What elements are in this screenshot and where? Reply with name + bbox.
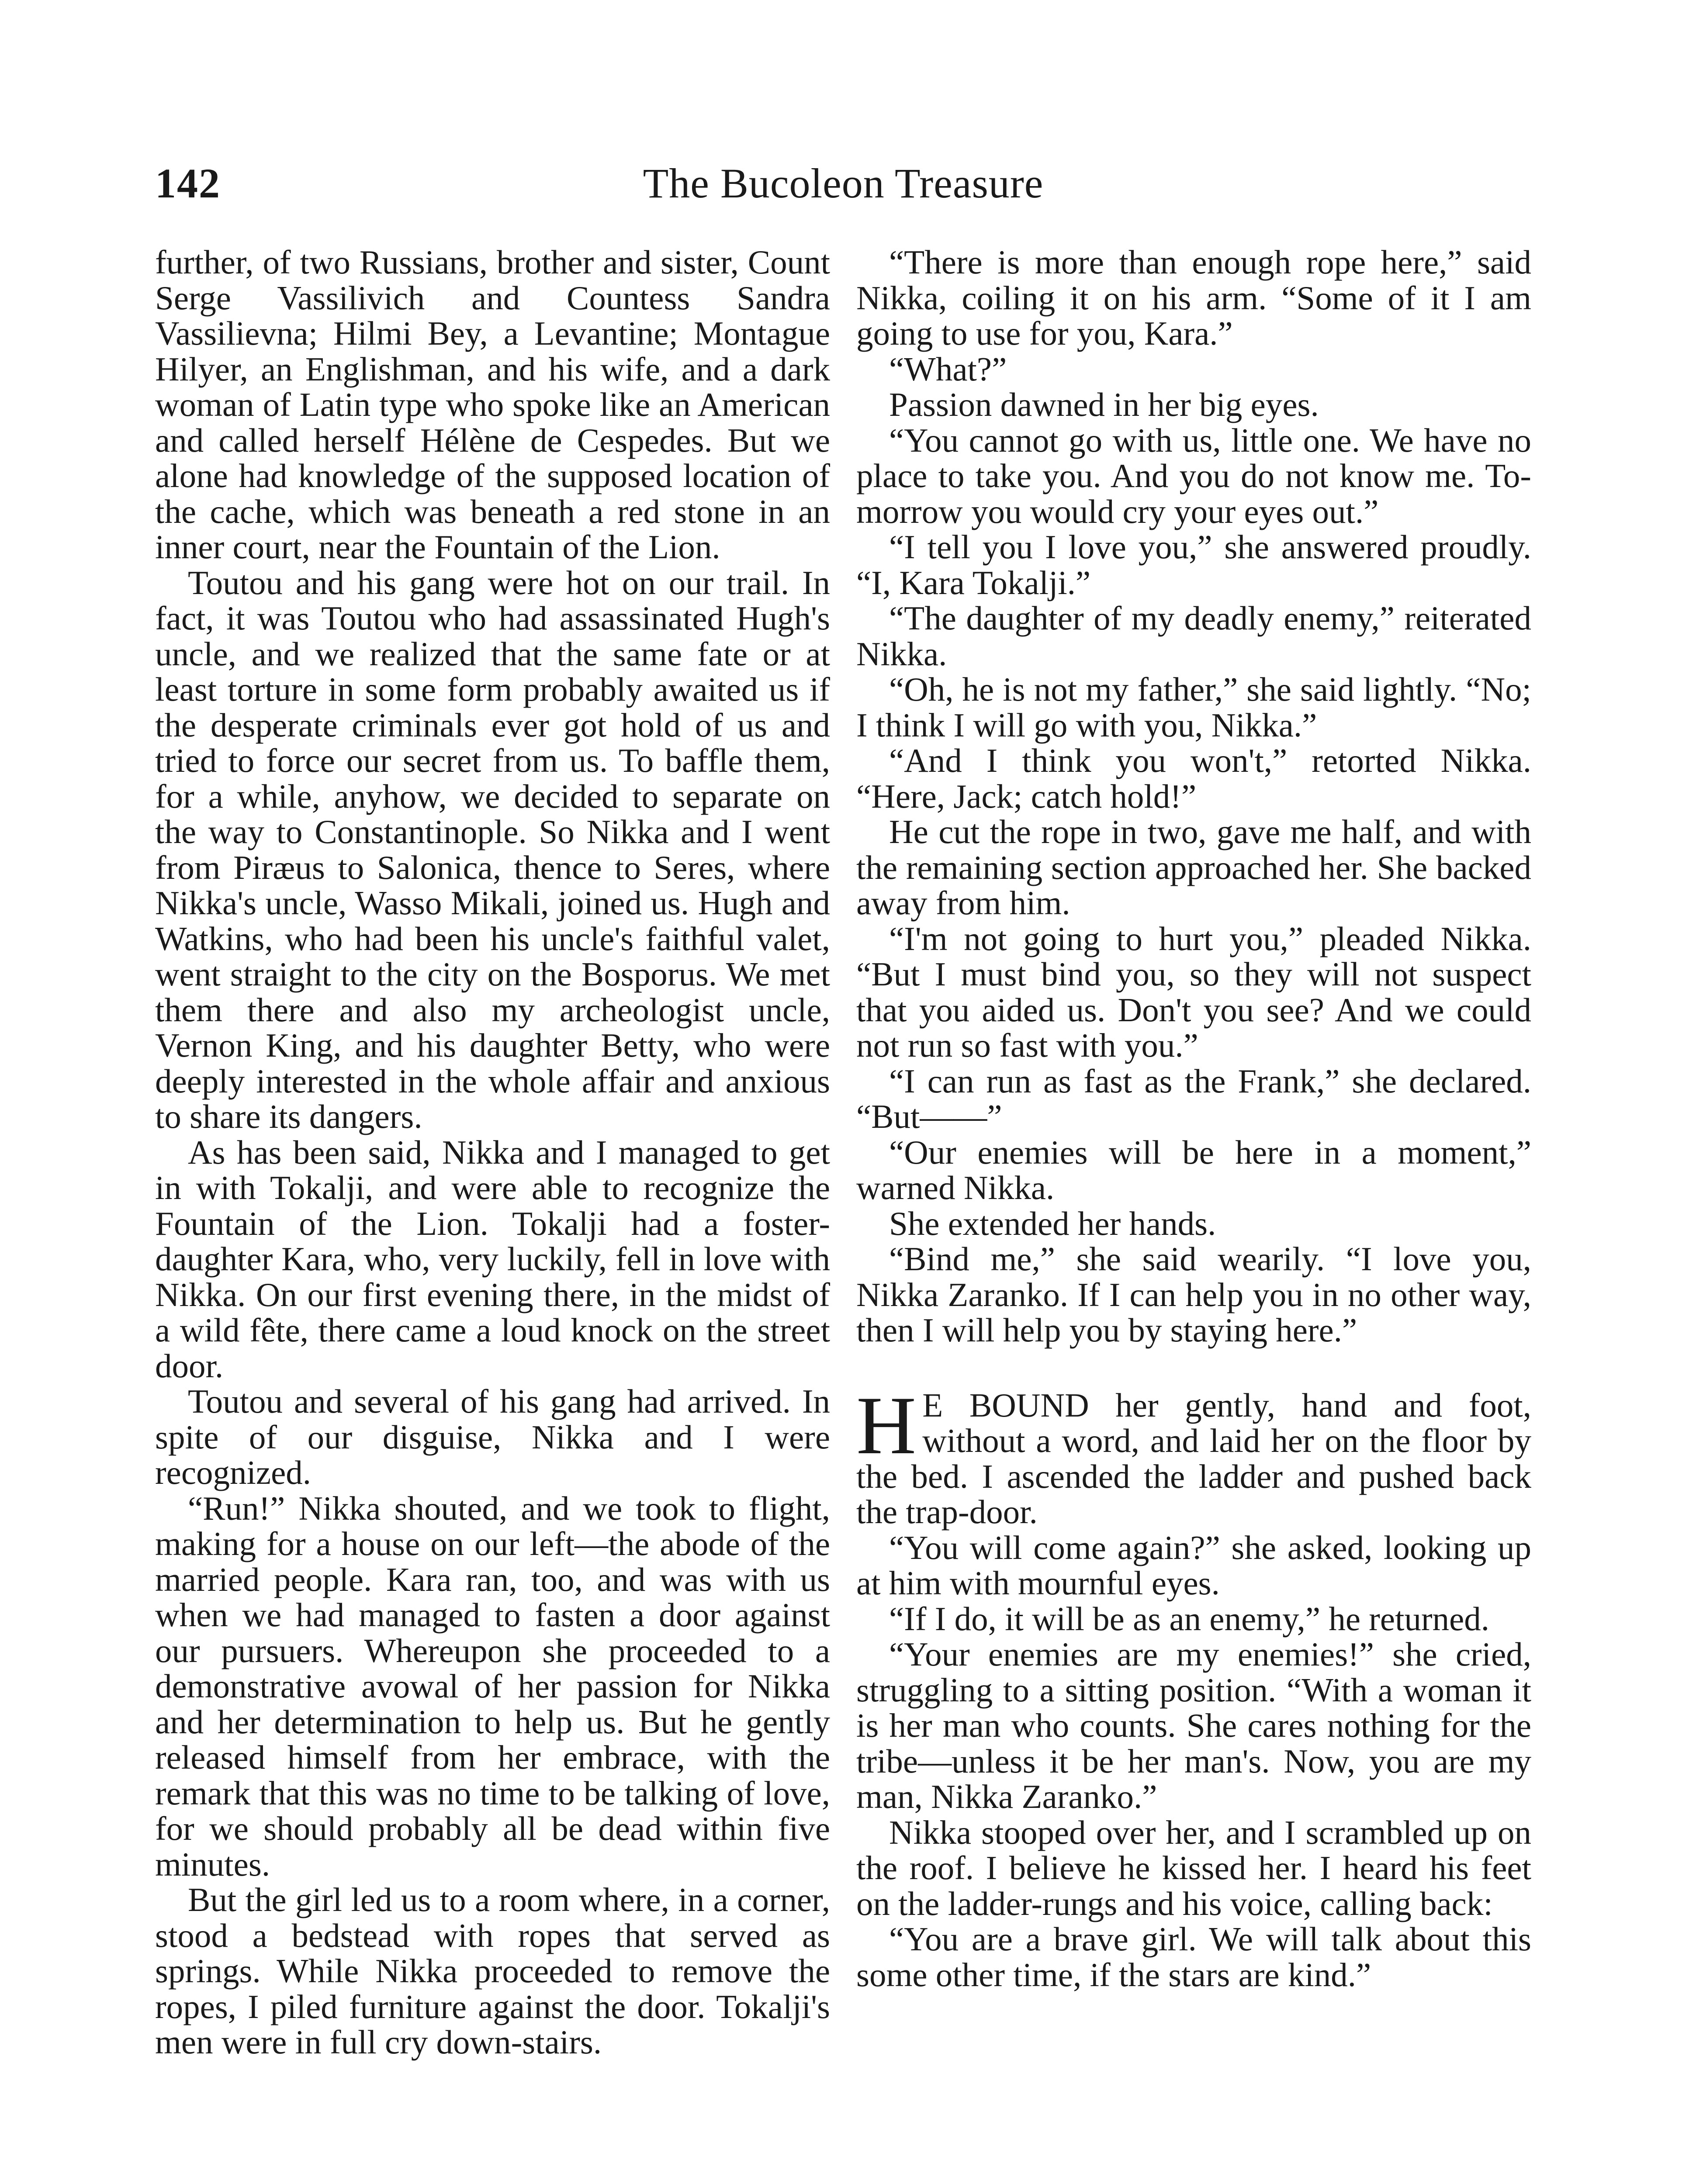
paragraph: “You cannot go with us, little one. We have no place to take you. And you do not know me. To-morrow you would cry your eyes out.” — [856, 421, 1531, 530]
section-opening-paragraph — [856, 1379, 1531, 1531]
right-column — [856, 245, 1531, 1993]
drop-cap: H — [856, 1379, 917, 1472]
paragraph: “I tell you I love you,” she answered proudly. “I, Kara Tokalji.” — [856, 528, 1531, 601]
paragraph: She extended her hands. — [889, 1204, 1216, 1242]
paragraph: Toutou and several of his gang had arrived. In spite of our disguise, Nikka and I were recognized. — [155, 1382, 830, 1491]
paragraph: But the girl led us to a room where, in a corner, stood a bedstead with ropes that served as springs. While Nikka proceeded to remove the ropes, I piled furniture against the door. Tokalji's men were in full cry down-stairs. — [155, 1881, 830, 2061]
paragraph: “There is more than enough rope here,” said Nikka, coiling it on his arm. “Some of it I am going to use for you, Kara.” — [856, 243, 1531, 352]
paragraph: “Our enemies will be here in a moment,” warned Nikka. — [856, 1133, 1531, 1206]
paragraph: He cut the rope in two, gave me half, and with the remaining section approached her. She backed away from him. — [856, 813, 1531, 922]
left-column — [155, 245, 830, 2060]
paragraph: “You will come again?” she asked, looking up at him with mournful eyes. — [856, 1528, 1531, 1602]
paragraph: Nikka stooped over her, and I scrambled up on the roof. I believe he kissed her. I heard his feet on the ladder-rungs and his voice, calling back: — [856, 1813, 1531, 1922]
paragraph: “The daughter of my deadly enemy,” reiterated Nikka. — [856, 599, 1531, 673]
paragraph: “Bind me,” she said wearily. “I love you, Nikka Zaranko. If I can help you in no other way, then I will help you by staying here.” — [856, 1240, 1531, 1349]
paragraph: “Your enemies are my enemies!” she cried, struggling to a sitting position. “With a woman it is her man who counts. She cares nothing for the tribe—unless it be her man's. Now, you are my man, Nikka Zaranko.” — [856, 1635, 1531, 1815]
paragraph: “I'm not going to hurt you,” pleaded Nikka. “But I must bind you, so they will not suspect that you aided us. Don't you see? And we could not run so fast with you.” — [856, 919, 1531, 1064]
paragraph: “You are a brave girl. We will talk about this some other time, if the stars are kind.” — [856, 1920, 1531, 1994]
paragraph: “If I do, it will be as an enemy,” he returned. — [889, 1600, 1490, 1638]
paragraph: “What?” — [889, 350, 1007, 388]
section-opening-text: E BOUND her gently, hand and foot, without a word, and laid her on the floor by the bed. I ascended the ladder and pushed back the trap-door. — [856, 1386, 1531, 1531]
paragraph: “Run!” Nikka shouted, and we took to flight, making for a house on our left—the abode of the married people. Kara ran, too, and was with us when we had managed to fasten a door against our pursuers. Whereupon she proceeded to a demonstrative avowal of her passion for Nikka and her determination to help us. But he gently released himself from her embrace, with the remark that this was no time to be talking of love, for we should probably all be dead within five minutes. — [155, 1489, 830, 1883]
paragraph: As has been said, Nikka and I managed to get in with Tokalji, and were able to recognize the Fountain of the Lion. Tokalji had a foster-daughter Kara, who, very luckily, fell in love with Nikka. On our first evening there, in the midst of a wild fête, there came a loud knock on the street door. — [155, 1133, 830, 1385]
paragraph: further, of two Russians, brother and sister, Count Serge Vassilivich and Countess Sandra Vassilievna; Hilmi Bey, a Levantine; Montague Hilyer, an Englishman, and his wife, and a dark woman of Latin type who spoke like an American and called herself Hélène de Cespedes. But we alone had knowledge of the supposed location of the cache, which was beneath a red stone in an inner court, near the Fountain of the Lion. — [155, 243, 830, 566]
paragraph: Toutou and his gang were hot on our trail. In fact, it was Toutou who had assassinated Hugh's uncle, and we realized that the same fate or at least torture in some form probably awaited us if the desperate criminals ever got hold of us and tried to force our secret from us. To baffle them, for a while, anyhow, we decided to separate on the way to Constantinople. So Nikka and I went from Piræus to Salonica, thence to Seres, where Nikka's uncle, Wasso Mikali, joined us. Hugh and Watkins, who had been his uncle's faithful valet, went straight to the city on the Bosporus. We met them there and also my archeologist uncle, Vernon King, and his daughter Betty, who were deeply interested in the whole affair and anxious to share its dangers. — [155, 563, 830, 1135]
running-title: The Bucoleon Treasure — [643, 160, 1044, 207]
page-number: 142 — [155, 160, 221, 207]
paragraph: Passion dawned in her big eyes. — [889, 386, 1319, 423]
paragraph: “Oh, he is not my father,” she said lightly. “No; I think I will go with you, Nikka.” — [856, 670, 1531, 744]
paragraph: “And I think you won't,” retorted Nikka. “Here, Jack; catch hold!” — [856, 742, 1531, 815]
page-header — [155, 157, 1531, 218]
paragraph: “I can run as fast as the Frank,” she declared. “But——” — [856, 1062, 1531, 1135]
